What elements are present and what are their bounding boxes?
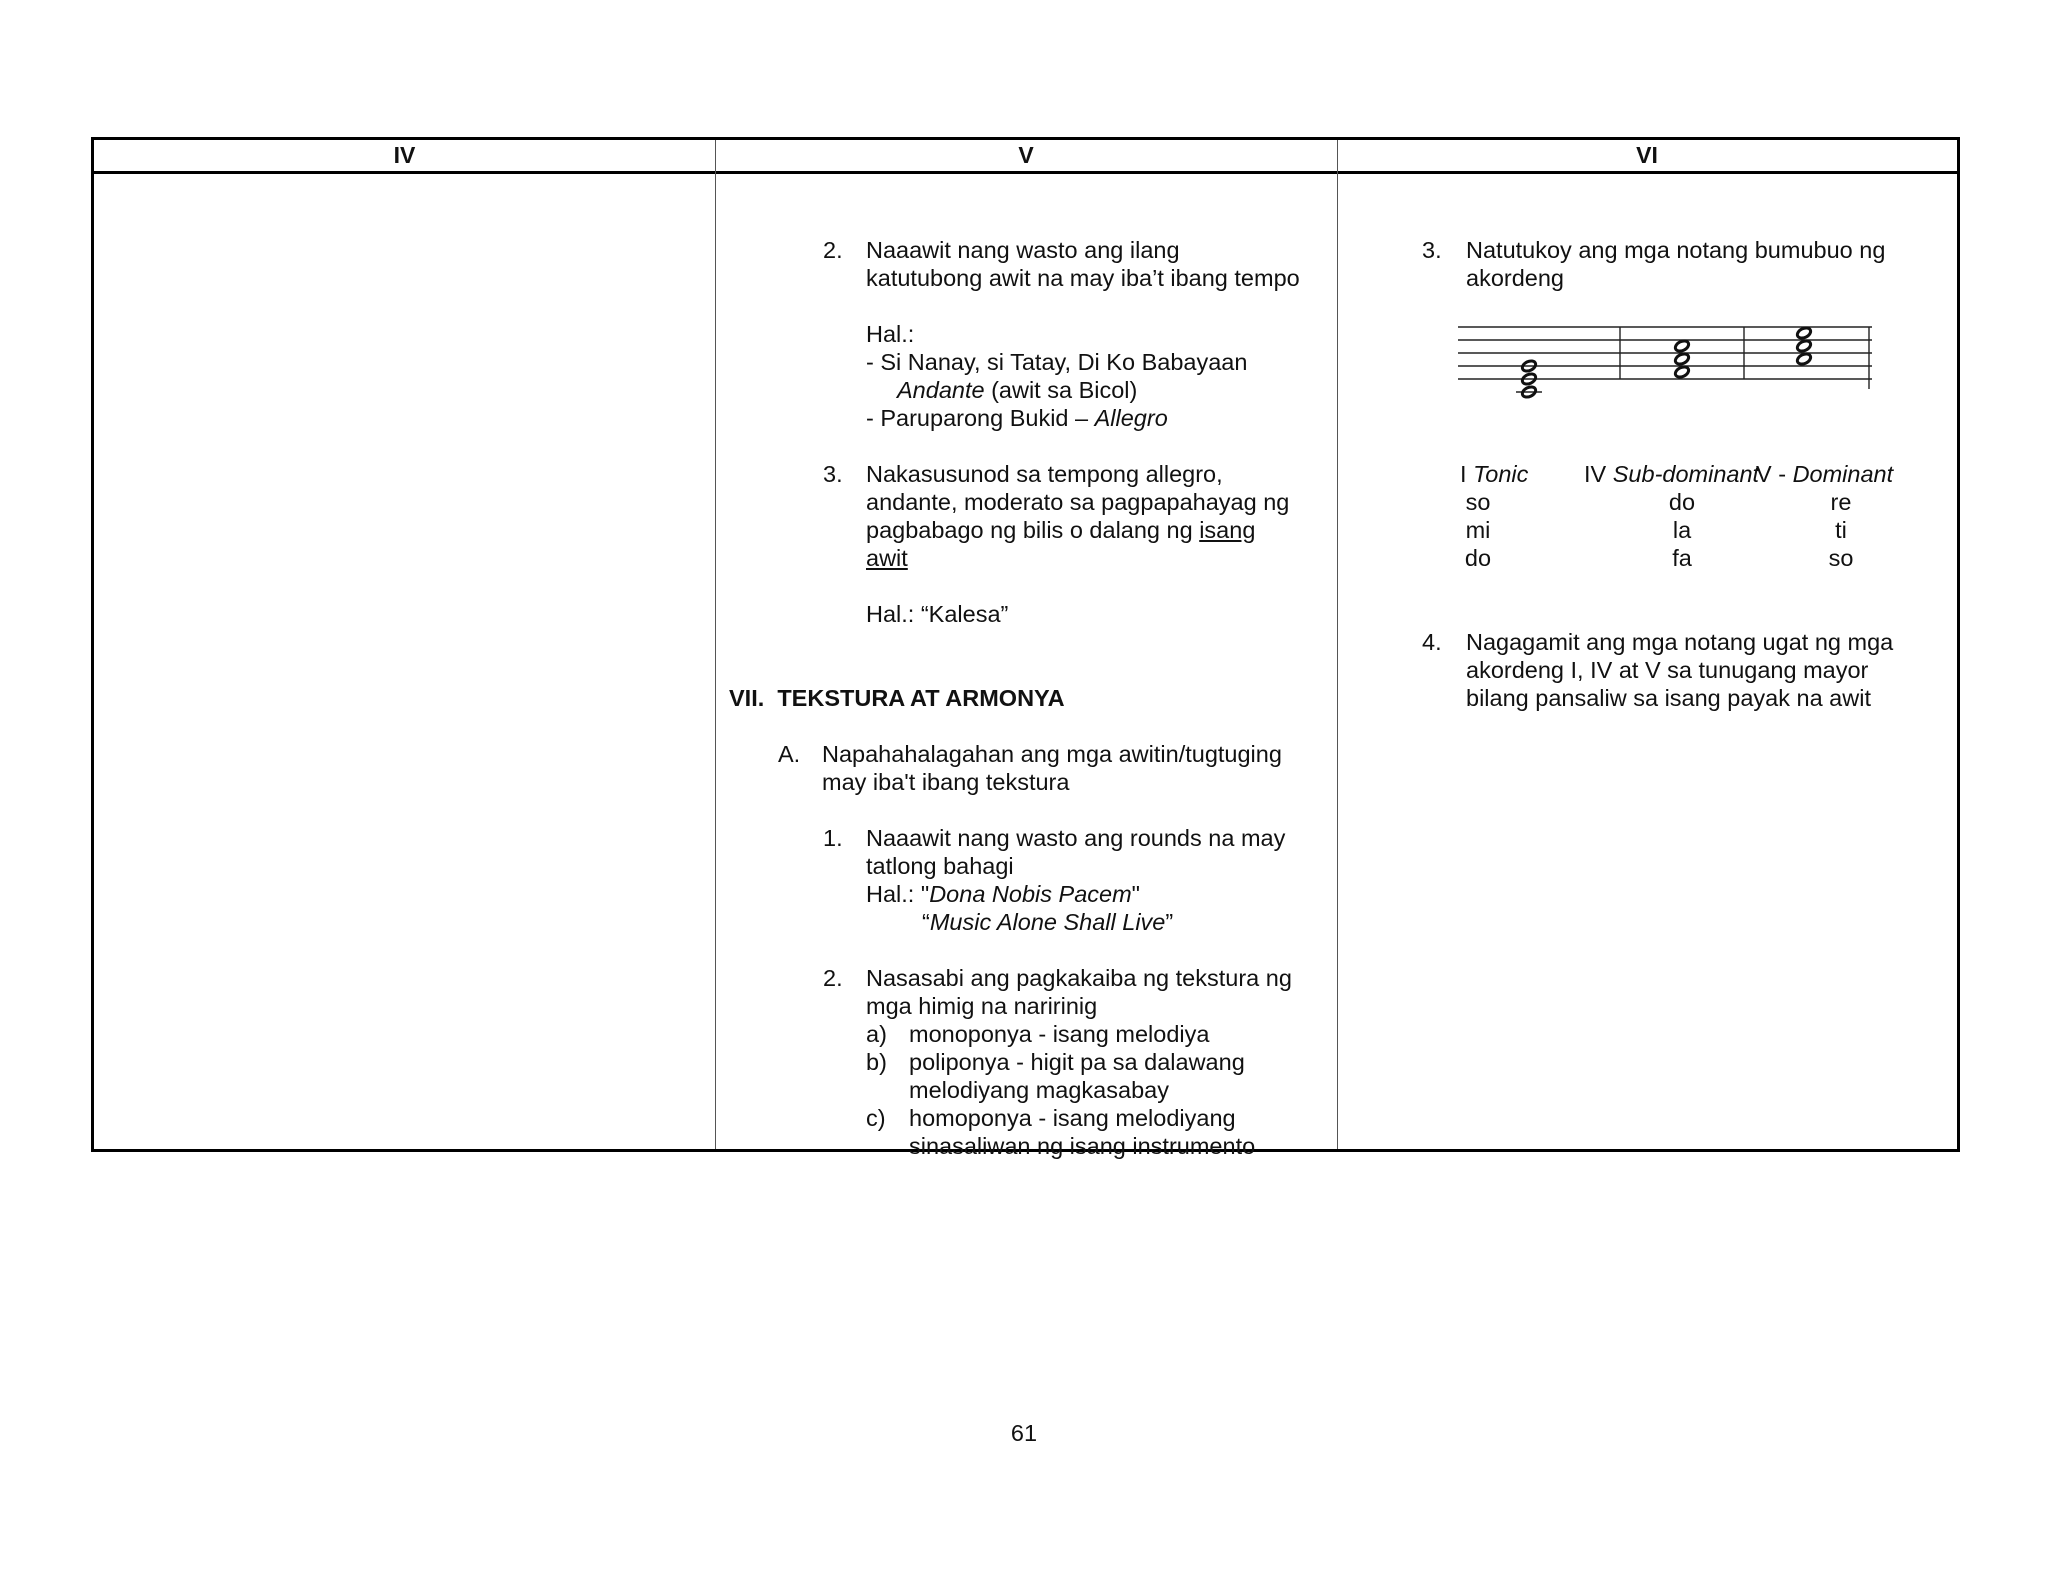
item-number: 3. bbox=[1422, 237, 1442, 263]
option-text: homoponya - isang melodiyang bbox=[909, 1105, 1236, 1131]
col-vi-body bbox=[1338, 174, 1957, 1149]
header-col-vi: VI bbox=[1636, 142, 1658, 168]
item-text: mga himig na naririnig bbox=[866, 993, 1098, 1019]
item-number: 2. bbox=[823, 237, 843, 263]
item-text: tatlong bahagi bbox=[866, 853, 1014, 879]
item-text: Nakasusunod sa tempong allegro, bbox=[866, 461, 1223, 487]
chord-label-tonic bbox=[1460, 460, 1528, 488]
chord-note: so bbox=[1465, 489, 1491, 515]
tempo-note: (awit sa Bicol) bbox=[984, 377, 1138, 403]
item-letter: A. bbox=[778, 741, 801, 767]
curriculum-table bbox=[91, 137, 1960, 1159]
item-text: Napahahalagahan ang mga awitin/tugtuging bbox=[822, 741, 1282, 767]
chord-note: re bbox=[1830, 489, 1852, 515]
option-text: sinasaliwan ng isang instrumento bbox=[909, 1133, 1256, 1159]
chord-note: so bbox=[1828, 545, 1854, 571]
item-text: Naaawit nang wasto ang rounds na may bbox=[866, 825, 1286, 851]
chord-note: ti bbox=[1835, 517, 1847, 543]
underlined-text: awit bbox=[866, 545, 908, 571]
chord-roman: V - bbox=[1756, 461, 1787, 487]
option-letter: a) bbox=[866, 1021, 887, 1047]
option-text: poliponya - higit pa sa dalawang bbox=[909, 1049, 1245, 1075]
example-label: Hal.: " bbox=[866, 881, 930, 907]
item-text: andante, moderato sa pagpapahayag ng bbox=[866, 489, 1290, 515]
item-number: 1. bbox=[823, 825, 843, 851]
chord-note: do bbox=[1464, 545, 1492, 571]
option-letter: b) bbox=[866, 1049, 887, 1075]
tempo-term: Andante bbox=[897, 377, 985, 403]
chord-roman: I bbox=[1460, 461, 1467, 487]
item-text: Naaawit nang wasto ang ilang bbox=[866, 237, 1180, 263]
chord-note: do bbox=[1668, 489, 1696, 515]
quote-mark: " bbox=[1131, 881, 1141, 907]
header-col-v: V bbox=[1018, 142, 1034, 168]
item-text-part: pagbabago ng bilis o dalang ng bbox=[866, 517, 1200, 543]
option-text: monoponya - isang melodiya bbox=[909, 1021, 1210, 1047]
chord-name: Tonic bbox=[1473, 461, 1529, 487]
item-text bbox=[866, 516, 1255, 544]
song-title: Dona Nobis Pacem bbox=[929, 881, 1132, 907]
chord-note: fa bbox=[1672, 545, 1692, 571]
underlined-text: isang bbox=[1199, 517, 1256, 543]
chord-staff-figure bbox=[1458, 307, 1878, 407]
header-col-iv: IV bbox=[393, 142, 416, 168]
song-title: Music Alone Shall Live bbox=[929, 909, 1166, 935]
chord-name: Sub-dominant bbox=[1612, 461, 1760, 487]
option-letter: c) bbox=[866, 1105, 886, 1131]
example-song: - Si Nanay, si Tatay, Di Ko Babayaan bbox=[866, 349, 1248, 375]
chord-name: Dominant bbox=[1792, 461, 1894, 487]
item-text: may iba't ibang tekstura bbox=[822, 769, 1070, 795]
item-number: 4. bbox=[1422, 629, 1442, 655]
table-header-row bbox=[94, 140, 1957, 174]
chord-label-dominant bbox=[1756, 460, 1893, 488]
item-text: Natutukoy ang mga notang bumubuo ng bbox=[1466, 237, 1886, 263]
col-iv-body bbox=[94, 174, 715, 1149]
quote-mark: ” bbox=[1165, 909, 1174, 935]
col-v-body bbox=[716, 174, 1336, 1159]
item-text: akordeng I, IV at V sa tunugang mayor bbox=[1466, 657, 1869, 683]
chord-label-subdominant bbox=[1584, 460, 1759, 488]
item-text: bilang pansaliw sa isang payak na awit bbox=[1466, 685, 1871, 711]
example-song bbox=[922, 908, 1173, 936]
chord-note: la bbox=[1672, 517, 1692, 543]
option-text: melodiyang magkasabay bbox=[909, 1077, 1169, 1103]
example-tempo bbox=[897, 376, 1137, 404]
item-text: katutubong awit na may iba’t ibang tempo bbox=[866, 265, 1300, 291]
section-heading: VII. TEKSTURA AT ARMONYA bbox=[729, 685, 1065, 711]
item-text: Nagagamit ang mga notang ugat ng mga bbox=[1466, 629, 1894, 655]
quote-mark: “ bbox=[922, 909, 930, 935]
tempo-term: Allegro bbox=[1094, 405, 1168, 431]
chord-note: mi bbox=[1465, 517, 1491, 543]
example-label: Hal.: bbox=[866, 321, 915, 347]
example-label: Hal.: “Kalesa” bbox=[866, 601, 1009, 627]
item-text: Nasasabi ang pagkakaiba ng tekstura ng bbox=[866, 965, 1292, 991]
item-number: 3. bbox=[823, 461, 843, 487]
example-song bbox=[866, 404, 1168, 432]
example-song bbox=[866, 880, 1140, 908]
song-title: - Paruparong Bukid – bbox=[866, 405, 1095, 431]
item-text: akordeng bbox=[1466, 265, 1564, 291]
item-number: 2. bbox=[823, 965, 843, 991]
page-number: 61 bbox=[1010, 1420, 1038, 1446]
chord-roman: IV bbox=[1584, 461, 1607, 487]
